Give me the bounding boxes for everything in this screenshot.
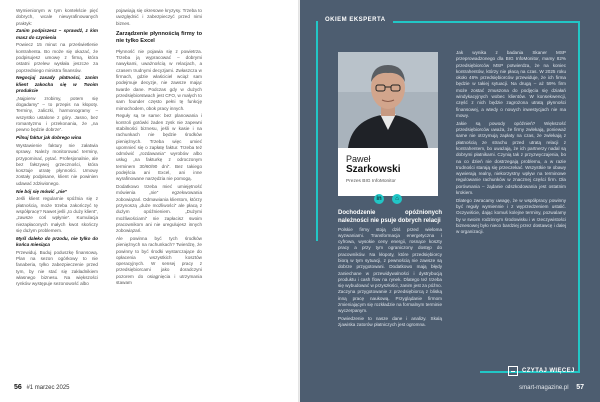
left-column-2: [116, 8, 202, 288]
left-column-1: [16, 8, 98, 289]
expert-first-name: Paweł: [346, 154, 371, 164]
read-more-label: CZYTAJ WIĘCEJ: [522, 368, 575, 374]
right-col1-paragraph: Polskie firmy stoją dziś przed wieloma wyzwaniami. Transformacja energetyczna i cyfrowa, wysokie ceny energii, rosnące koszty pracy a przy tym ograniczony dostęp do pracowników. Na kłopoty, które przedsiębiorcy biorą w tym sytuacji, z pewnością nie zawsze są dobrze przygotowani. Dodatkowo mają błędy zaniechane w przewidywalności i dystrybucją produktu i cash flow na rynek. Dlatego też trzeba się wybudować w przyszłości, zanim jest za późno. Zaczyna przygotowanie z przedsiębiorcą z bliską inną pracę naukową. Przyglądanie firmom zmieniającym się rozkładzie na formalnym terminie wyczerpanym.: [338, 226, 442, 314]
website-icon[interactable]: ⌂: [392, 194, 402, 204]
col1-paragraph: Jeśli klient regularnie spóźnia się z płatnością, może trzeba zakończyć tę współpracę? Nawet jeśli „to duży klient”, „zawsze coś wpłynie”. Kumulacja niezapłaconych małych kwot skończy się dużym problemem.: [16, 196, 98, 233]
right-page-number: 57: [576, 384, 584, 391]
col1-subheading: Nie bój się mówić „nie”: [16, 188, 68, 194]
right-page: [300, 0, 600, 402]
col2-paragraph: Ale powinna być tych środków pieniężnych na rachunkach? Twierdzę, że powinny to być środki wystarczające do opłacenia wszystkich kosztów operacyjnych. W sensej pracy z przedsiębiorcami jako doradczyni pozorem do osiągnięcia i utrzymania stawam: [116, 236, 202, 286]
col1-paragraph: Wymienionym w tym kontekście pięć dobrych, wcale niewyrafinowanych praktyk:: [16, 8, 98, 26]
col1-subheading: Negocjuj zasady płatności, zanim klient zakocha się w Twoim produkcie: [16, 75, 98, 94]
expert-photo: [338, 52, 438, 148]
col1-subheading: Zanim podpiszesz – sprawdź, z kim masz do czynienia: [16, 28, 98, 40]
col2-paragraph: Reguły są te same: bez planowania i kontroli gotówki żaden zysk nie zapewni stabilności biznesu, jeśli w kasie i na rachunkach nie będzie środków pieniężnych. Trzeba więc umieć upomnieć się o zapłatę faktur. Trzeba też odmówić „rozdawania” wyrobów albo usług „na fakturkę z odroczonym terminem 30/60/90 dni”. Bez takiego podejścia ani Excel, ani inne wyrafinowane narzędzia nie pomogą.: [116, 113, 202, 182]
read-more-link[interactable]: [508, 366, 575, 376]
right-col1-paragraph: Powiedzenie to nasze dane i analizy. Skalą zjawiska zatorów płatniczych jest ogromna.: [338, 316, 442, 328]
site-url: smart-magazine.pl: [519, 385, 569, 391]
col1-paragraph: „Najpierw zrobimy, potem się dogadamy” – to przepis na kłopoty. Terminy, zaliczki, harmonogramy – wszystko ustalone z góry. Jasno, bez romantyzmu i przekonania, że „na pewno będzie dobrze”.: [16, 95, 98, 133]
right-column-1: [338, 210, 442, 330]
col2-heading: Zarządzenie płynnością firmy to nie tylko Excel: [116, 30, 202, 44]
frame-line: [316, 21, 318, 241]
issue-label: #1 marzec 2025: [26, 385, 70, 391]
col2-paragraph: Płynność nie pojawia się z powietrza. Trzeba ją wypracować – dobrymi nawykami, uważnością w relacjach, a czasem trudnymi decyzjami. Zwłaszcza w firmach, gdzie właściciel wciąż sam podejmuje decyzje, nie zawsze mając twarde dane. Podczas gdy w dużych przedsiębiorstwach jest CFO, w małych to sam founder często pełni tę funkcję mimochodem, obok pracy innych.: [116, 48, 202, 111]
read-more-icon: [508, 366, 518, 376]
col1-paragraph: Powiecz 15 minut na prześwietlenie kontrahenta. Bo może się okazać, że podpisujesz umowę z firmą, która ostatni przelew wysłała jeszcze za poprzedniego ministra finansów.: [16, 42, 98, 73]
right-column-2: [456, 50, 566, 237]
frame-line: [578, 21, 580, 373]
right-col2-paragraph: Jakie są powody opóźnień? Większość przedsiębiorców uważa, że firmy zwlekają, ponieważ same nie otrzymują zapłaty na czas, że zwlekają z płatnością ze strachu przed utratą relacji z kontrahentem, bo uważają, że ich partnerzy nadal są dobrymi płatnikami. Czynią tak z przyzwyczajenia, bo na co dzień nie dostrzegają problemu, a w razie trudności starają się przeczekać. Wszystkie te obawy wywierają realny, niekorzystny wpływ na terminowe regulowanie rachunków w znacznej części firm. Dla porównania – żądanie odszkodowania jest ostatnim krokiem.: [456, 120, 566, 196]
expert-role: Prezes BIG InfoMonitor: [346, 179, 396, 184]
left-page-number: 56: [14, 384, 22, 391]
col1-paragraph: Wystawienie faktury nie załatwia sprawy. Należy monitorować terminy, przypominać, pytać. Profesjonalnie, ale bez fałszywej grzeczności, która kosztuje utratę płynności. Umowy zostały podpisane, klient nie powinien udawać zdziwionego.: [16, 142, 98, 186]
col1-subheading: Myśl daleko do przodu, nie tylko do końca miesiąca: [16, 235, 98, 247]
section-label: OKIEM EKSPERTA: [318, 14, 393, 26]
col1-paragraph: Przewiduj. Buduj poduszkę finansową. Plan na sezon ogórkowy to nie fanaberia, tylko zabezpieczenie przed tym, by nie stać się zakładnikiem własnego biznesu. Na większości rynków występuje sezonowość albo: [16, 249, 98, 287]
right-col2-paragraph: Dlatego zwracamy uwagę, że w współpracy powinny być reguły wymiennie i z wyprzedzeniem ustalić. Oczywiście, dając komuś kolejne terminy, pozwalamy by w swoim rodzinnym środowisku i w rzeczywistości biznesowej było nieco bardziej przez dostawcę i dalej w organizacji.: [456, 197, 566, 235]
portrait-image: [338, 52, 438, 148]
col2-intro: pojawiają się okresowe kryzysy. Trzeba to uwzględnić i zabezpieczyć przed nimi biznes.: [116, 8, 202, 26]
col2-paragraph: Dodatkowo trzeba mieć umiejętność mówienia „nie” egzekwowania zobowiązań. Odmawiania klientom, którzy przynoszą „duże możliwości” ale płacą z dużym opóźnieniem. „Dużymi możliwościami” nie zapłacisz swoim pracownikom ani nie uregulujesz innych zobowiązań.: [116, 184, 202, 234]
right-col2-paragraph: Jak wynika z badania Skaner MSP przeprowadzonego dla BIG InfoMonitor, mamy 82% przedsiębiorców MSP potwierdza, że na koniec kontrahentów, którzy nie płacą na czas. W 2025 roku około 46% przedsiębiorców przewiduje, że ich firma będzie w takiej sytuacji. Na drugą – aż 59% firm może zostać zmuszona do podjęcia się działań windykacyjnych wobec klientów. W konsekwencji, część z nich będzie zagrożona utratą płynności finansowej, a wtedy o nowych inwestycjach nie ma mowy.: [456, 50, 566, 118]
col1-subheading: Pilnuj faktur jak dobrego wina: [16, 135, 82, 141]
social-icons: [364, 194, 412, 208]
expert-namecard: [338, 148, 438, 196]
linkedin-icon[interactable]: in: [374, 194, 384, 204]
left-footer: [14, 384, 70, 391]
expert-last-name: Szarkowski: [346, 164, 401, 175]
expert-article-heading: Dochodzenie opóźnionych należności nie psuje dobrych relacji: [338, 210, 442, 224]
right-footer: [519, 384, 584, 391]
